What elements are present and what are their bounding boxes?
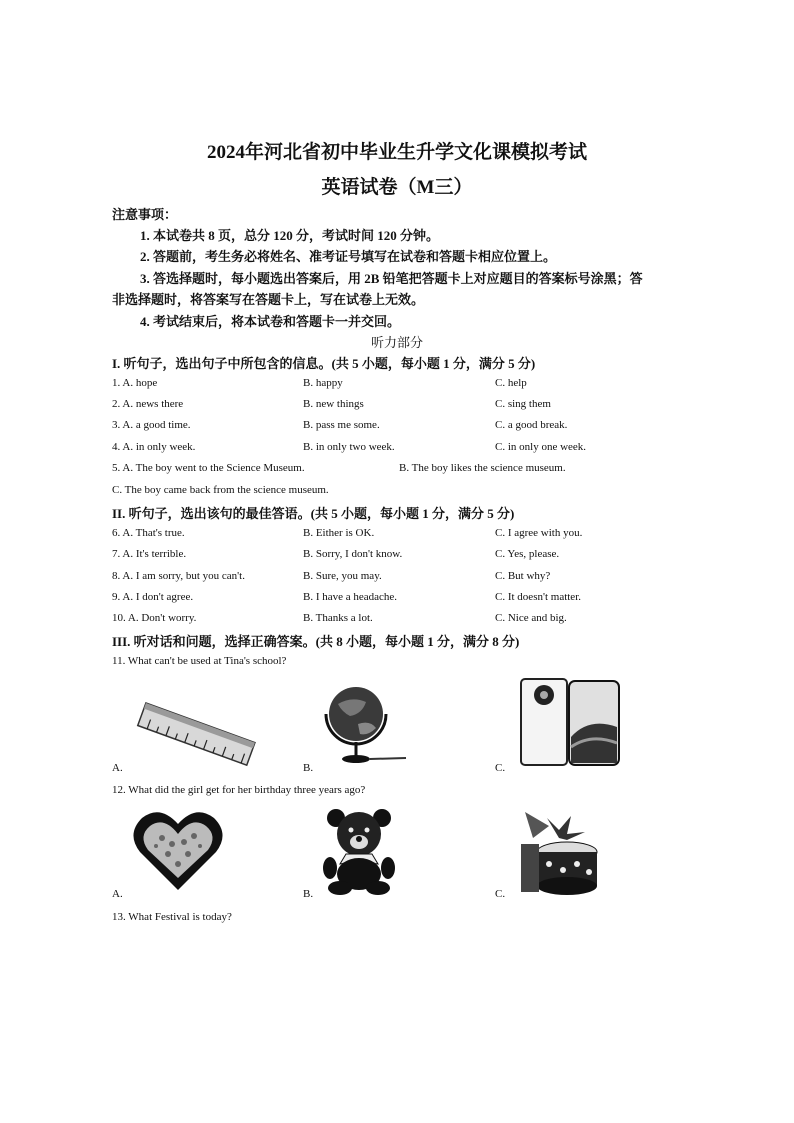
notice-item-3: 3. 答选择题时，每小题选出答案后，用 2B 铅笔把答题卡上对应题目的答案标号涂黑；答 [140, 271, 643, 286]
q10-option-a: 10. A. Don't worry. [112, 612, 197, 624]
q2-option-c: C. sing them [495, 398, 551, 410]
ruler-icon [134, 700, 258, 770]
q9-option-a: 9. A. I don't agree. [112, 591, 194, 603]
q11-label-c: C. [495, 762, 506, 774]
q6-option-a: 6. A. That's true. [112, 527, 185, 539]
paper-subtitle: 英语试卷（M三） [321, 177, 473, 198]
q3-option-a: 3. A. a good time. [112, 419, 191, 431]
teddy-bear-icon [320, 806, 400, 896]
notice-item-3-cont: 非选择题时，将答案写在答题卡上，写在试卷上无效。 [112, 292, 425, 307]
q8-option-c: C. But why? [495, 570, 551, 582]
q8-option-a: 8. A. I am sorry, but you can't. [112, 570, 245, 582]
q2-option-a: 2. A. news there [112, 398, 184, 410]
notice-heading: 注意事项： [112, 207, 178, 222]
q7-option-a: 7. A. It's terrible. [112, 548, 187, 560]
globe-icon [322, 680, 408, 768]
q1-option-a: 1. A. hope [112, 377, 158, 389]
q13-question: 13. What Festival is today? [112, 911, 232, 923]
q9-option-b: B. I have a headache. [303, 591, 398, 603]
heart-icon [132, 806, 224, 894]
q12-question: 12. What did the girl get for her birthday three years ago? [112, 784, 366, 796]
q7-option-c: C. Yes, please. [495, 548, 560, 560]
q3-option-b: B. pass me some. [303, 419, 380, 431]
q6-option-b: B. Either is OK. [303, 527, 375, 539]
q9-option-c: C. It doesn't matter. [495, 591, 581, 603]
q11-question: 11. What can't be used at Tina's school? [112, 655, 287, 667]
q12-label-a: A. [112, 888, 123, 900]
q11-label-a: A. [112, 762, 123, 774]
q5-option-a: 5. A. The boy went to the Science Museum. [112, 462, 305, 474]
notice-item-2: 2. 答题前，考生务必将姓名、准考证号填写在试卷和答题卡相应位置上。 [140, 249, 557, 264]
q12-label-c: C. [495, 888, 506, 900]
q12-label-b: B. [303, 888, 314, 900]
q4-option-b: B. in only two week. [303, 441, 395, 453]
cake-icon [519, 808, 601, 896]
q1-option-c: C. help [495, 377, 527, 389]
section-1-heading: I. 听句子，选出句子中所包含的信息。(共 5 小题，每小题 1 分，满分 5 分) [112, 356, 536, 371]
mobile-phone-icon [519, 677, 623, 769]
q11-label-b: B. [303, 762, 314, 774]
section-2-heading: II. 听句子，选出该句的最佳答语。(共 5 小题，每小题 1 分，满分 5 分) [112, 506, 515, 521]
q5-option-c: C. The boy came back from the science museum. [112, 484, 329, 496]
q4-option-c: C. in only one week. [495, 441, 587, 453]
section-3-heading: III. 听对话和问题，选择正确答案。(共 8 小题，每小题 1 分，满分 8 分) [112, 634, 520, 649]
exam-title: 2024年河北省初中毕业生升学文化课模拟考试 [206, 142, 587, 163]
notice-item-4: 4. 考试结束后，将本试卷和答题卡一并交回。 [140, 314, 401, 329]
q8-option-b: B. Sure, you may. [303, 570, 382, 582]
q7-option-b: B. Sorry, I don't know. [303, 548, 403, 560]
q6-option-c: C. I agree with you. [495, 527, 583, 539]
q1-option-b: B. happy [303, 377, 343, 389]
q2-option-b: B. new things [303, 398, 364, 410]
q3-option-c: C. a good break. [495, 419, 568, 431]
q5-option-b: B. The boy likes the science museum. [399, 462, 566, 474]
q4-option-a: 4. A. in only week. [112, 441, 196, 453]
q10-option-b: B. Thanks a lot. [303, 612, 373, 624]
q10-option-c: C. Nice and big. [495, 612, 567, 624]
listening-part-title: 听力部分 [370, 335, 423, 350]
notice-item-1: 1. 本试卷共 8 页，总分 120 分，考试时间 120 分钟。 [140, 228, 440, 243]
